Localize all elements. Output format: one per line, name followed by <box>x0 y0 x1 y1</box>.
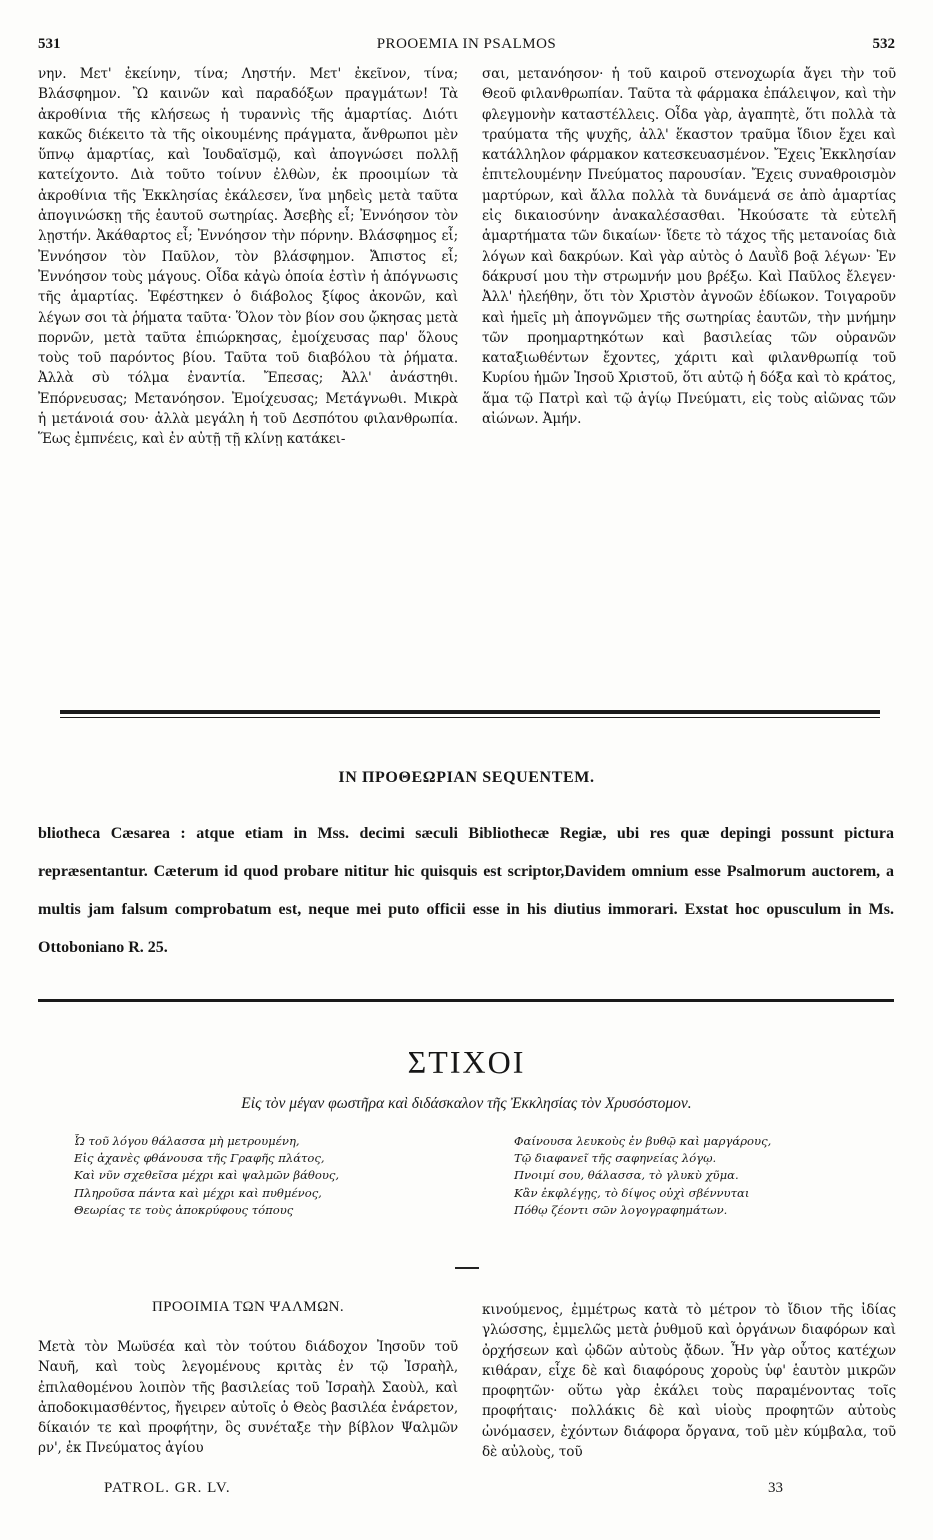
greek-paragraph: κινούμενος, ἐμμέτρως κατὰ τὸ μέτρον τὸ ἴδιον τῆς ἰδίας γλώσσης, ἐμμελῶς μετὰ ῥυθμοῦ καὶ ὀργάνων διαφόρων καὶ ὀρχήσεων καὶ ᾠδῶν αὐτοὺς ᾄδων. Ἦν γὰρ οὗτος κατέχων κιθάραν, εἶχε δὲ καὶ διαφόρους χοροὺς ὑφ' ἑαυτὸν μικρῶν προφητῶν· οὕτω γὰρ ἐκάλει τοὺς παραμένοντας τοῖς προφήταις· πολλάκις δὲ καὶ υἱοὺς προφητῶν αὐτοὺς ὠνόμασεν, ἐχόντων διάφορα ὄργανα, τοῦ μὲν κύμβαλα, τοῦ δὲ αὐλοὺς, τοῦ <box>482 1302 896 1461</box>
short-dash-divider <box>455 1267 479 1269</box>
poem-line: Εἰς ἀχανὲς φθάνουσα τῆς Γραφῆς πλάτος, <box>74 1151 325 1166</box>
text-column-right-top <box>482 64 896 429</box>
section-heading: IN ΠΡΟΘΕΩΡΙΑΝ SEQUENTEM. <box>338 769 595 786</box>
text-column-left-bottom <box>38 1337 458 1459</box>
poem-line: Πόθῳ ζέοντι σῶν λογογραφημάτων. <box>514 1202 728 1217</box>
poem-line: Τῷ διαφανεῖ τῆς σαφηνείας λόγῳ. <box>514 1151 717 1166</box>
poem-title: ΣΤΙΧΟΙ <box>407 1044 526 1080</box>
running-head <box>38 36 895 56</box>
text-column-left-top <box>38 64 458 450</box>
running-title: PROOEMIA IN PSALMOS <box>376 36 557 52</box>
poem-line: Κἂν ἐκφλέγῃς, τὸ δίψος οὐχὶ σβέννυται <box>514 1185 750 1200</box>
latin-note: bliotheca Cæsarea : atque etiam in Mss. decimi sæculi Bibliothecæ Regiæ, ubi res quæ depingi possunt pictura repræsentantur. Cæterum id quod probare nititur hic quisquis est scriptor,Davidem omnium esse Psalmorum auctorem, a multis jam falsum comprobatum est, neque mei puto officii esse in his diutius immorari. Exstat hoc opusculum in Ms. Ottoboniano R. 25. <box>38 825 894 956</box>
section-divider-thin <box>60 717 880 718</box>
poem-line: Ὦ τοῦ λόγου θάλασσα μὴ μετρουμένη, <box>74 1134 300 1148</box>
section-divider-thick <box>60 710 880 714</box>
greek-paragraph: νην. Μετ' ἐκείνην, τίνα; Ληστήν. Μετ' ἐκεῖνον, τίνα; Βλάσφημον. Ὢ καινῶν καὶ παραδόξων πραγμάτων! Τὰ ἀκροθίνια τῆς κλήσεως ἡ τυραννὶς τῆς ἁμαρτίας. Διότι κακῶς διέκειτο τὰ τῆς οἰκουμένης πράγματα, ἄνθρωποι μὲν ὕπνῳ ἁμαρτίας, καὶ Ἰουδαϊσμῷ, καὶ ἀπογνώσει πολλῇ κατείχοντο. Διὰ τοῦτο τοίνυν ἐλθὼν, ἐκ προοιμίων τὰ ἀκροθίνια τῆς Ἐκκλησίας ἐκάλεσεν, ἵνα μηδεὶς μετὰ ταῦτα ἀπογινώσκῃ τῆς ἑαυτοῦ σωτηρίας. Ἀσεβὴς εἶ; Ἐννόησον τὸν λῃστήν. Ἀκάθαρτος εἶ; Ἐννόησον τὴν πόρνην. Βλάσφημος εἶ; Ἐννόησον τὸν Παῦλον, τὸν βλάσφημον. Ἄπιστος εἶ; Ἐννόησον τοὺς μάγους. Οἶδα κἀγὼ ὁποία ἐστὶν ἡ ἀπόγνωσις τῆς ἁμαρτίας. Ἐφέστηκεν ὁ διάβολος ξίφος ἀκονῶν, καὶ λέγων σοι τὰ ῥήματα ταῦτα· Ὅλον τὸν βίον σου ᾤκησας μετὰ πορνῶν, μετὰ ταῦτα ἐπιώρκησας, ἐμοίχευσας παρ' ὅλους τοὺς τοῦ παρόντος βίου. Ταῦτα τοῦ διαβόλου τὰ ῥήματα. Ἀλλὰ σὺ τόλμα ἐναντία. Ἔπεσας; Ἀλλ' ἀνάστηθι. Ἐπόρνευσας; Μετανόησον. Ἐμοίχευσας; Μετάγνωθι. Μικρὰ ἡ μετάνοιά σου· ἀλλὰ μεγάλη ἡ τοῦ Δεσπότου φιλανθρωπία. Ἕως ἐμπνέεις, καὶ ἐν αὐτῇ τῇ κλίνῃ κατάκει- <box>38 66 458 448</box>
poem-line: Καὶ νῦν σχεθεῖσα μέχρι καὶ ψαλμῶν βάθους, <box>74 1168 340 1183</box>
page-number-left: 531 <box>38 36 61 52</box>
poem-column-left <box>74 1133 474 1219</box>
proem-heading: ΠΡΟΟΙΜΙΑ ΤΩΝ ΨΑΛΜΩΝ. <box>151 1299 345 1315</box>
poem-line: Πνοιμί σου, θάλασσα, τὸ γλυκὺ χῦμα. <box>514 1168 739 1183</box>
greek-paragraph: Μετὰ τὸν Μωϋσέα καὶ τὸν τούτου διάδοχον Ἰησοῦν τοῦ Ναυῆ, καὶ τοὺς λεγομένους κριτὰς ἐν τῷ Ἰσραὴλ, ἐπιλαθομένου λοιπὸν τῆς βασιλείας τοῦ Ἰσραὴλ Σαοὺλ, καὶ ἀποδοκιμασθέντος, ἤγειρεν αὐτοῖς ὁ Θεὸς βασιλέα ἐνάρετον, δίκαιόν τε καὶ προφήτην, ὃς συνέταξε τὴν βίβλον Ψαλμῶν ρν', ἐκ Πνεύματος ἁγίου <box>38 1339 458 1457</box>
greek-paragraph: σαι, μετανόησον· ἡ τοῦ καιροῦ στενοχωρία ἄγει τὴν τοῦ Θεοῦ φιλανθρωπίαν. Ταῦτα τὰ φάρμακα ἐπάλειψον, καὶ τὴν φλεγμονὴν καταστέλλεις. Οἶδα γὰρ, ἀγαπητὲ, ὅτι πολλὰ τὰ τραύματα τῆς ψυχῆς, ἀλλ' ἕκαστον τραῦμα ἴδιον ἔχει καὶ κατάλληλον φάρμακον κατεσκευασμένον. Ἔχεις Ἐκκλησίαν ἐπιτελουμένην Πνεύματος παρουσίαν. Ἔχεις συναθροισμὸν μαρτύρων, καὶ ἄλλα πολλὰ τὰ δυνάμενά σε ἀπὸ ἁμαρτίας εἰς δικαιοσύνην ἀνακαλέσασθαι. Ἠκούσατε τὰ εὐτελῆ ἁμαρτήματα τῶν δικαίων· ἴδετε τὸ τάχος τῆς μετανοίας διὰ λόγων καὶ δακρύων. Καὶ γὰρ αὐτὸς ὁ Δαυῒδ βοᾷ λέγων· Ἐν δάκρυσί μου τὴν στρωμνήν μου βρέξω. Καὶ Παῦλος ἔλεγεν· Ἀλλ' ἠλεήθην, ὅτι τὸν Χριστὸν ἀγνοῶν ἐδίωκον. Τοιγαροῦν καὶ ἡμεῖς μὴ ἀπογνῶμεν τῆς σωτηρίας ἑαυτῶν, τὴν μνήμην τῶν προημαρτηκότων καὶ βασιλείας τῶν οὐρανῶν καταξιωθέντων ἔχοντες, χάριτι καὶ φιλανθρωπίᾳ τοῦ Κυρίου ἡμῶν Ἰησοῦ Χριστοῦ, ὅτι αὐτῷ ἡ δόξα καὶ τὸ κράτος, ἅμα τῷ Πατρὶ καὶ τῷ ἁγίῳ Πνεύματι, εἰς τοὺς αἰῶνας τῶν αἰώνων. Ἀμήν. <box>482 66 896 428</box>
poem-line: Θεωρίας τε τοὺς ἀποκρύφους τόπους <box>74 1202 294 1217</box>
poem-subtitle: Εἰς τὸν μέγαν φωστῆρα καὶ διδάσκαλον τῆς Ἐκκλησίας τὸν Χρυσόστομον. <box>241 1095 692 1112</box>
footer-signature: PATROL. GR. LV. <box>104 1480 231 1496</box>
footer-page-number: 33 <box>768 1480 783 1496</box>
text-column-right-bottom <box>482 1300 896 1462</box>
poem-line: Πληροῦσα πάντα καὶ μέχρι καὶ πυθμένος, <box>74 1185 322 1200</box>
section-divider <box>38 999 894 1002</box>
poem-column-right <box>514 1133 894 1219</box>
page-number-right: 532 <box>872 36 895 52</box>
poem-line: Φαίνουσα λευκοὺς ἐν βυθῷ καὶ μαργάρους, <box>514 1134 772 1148</box>
